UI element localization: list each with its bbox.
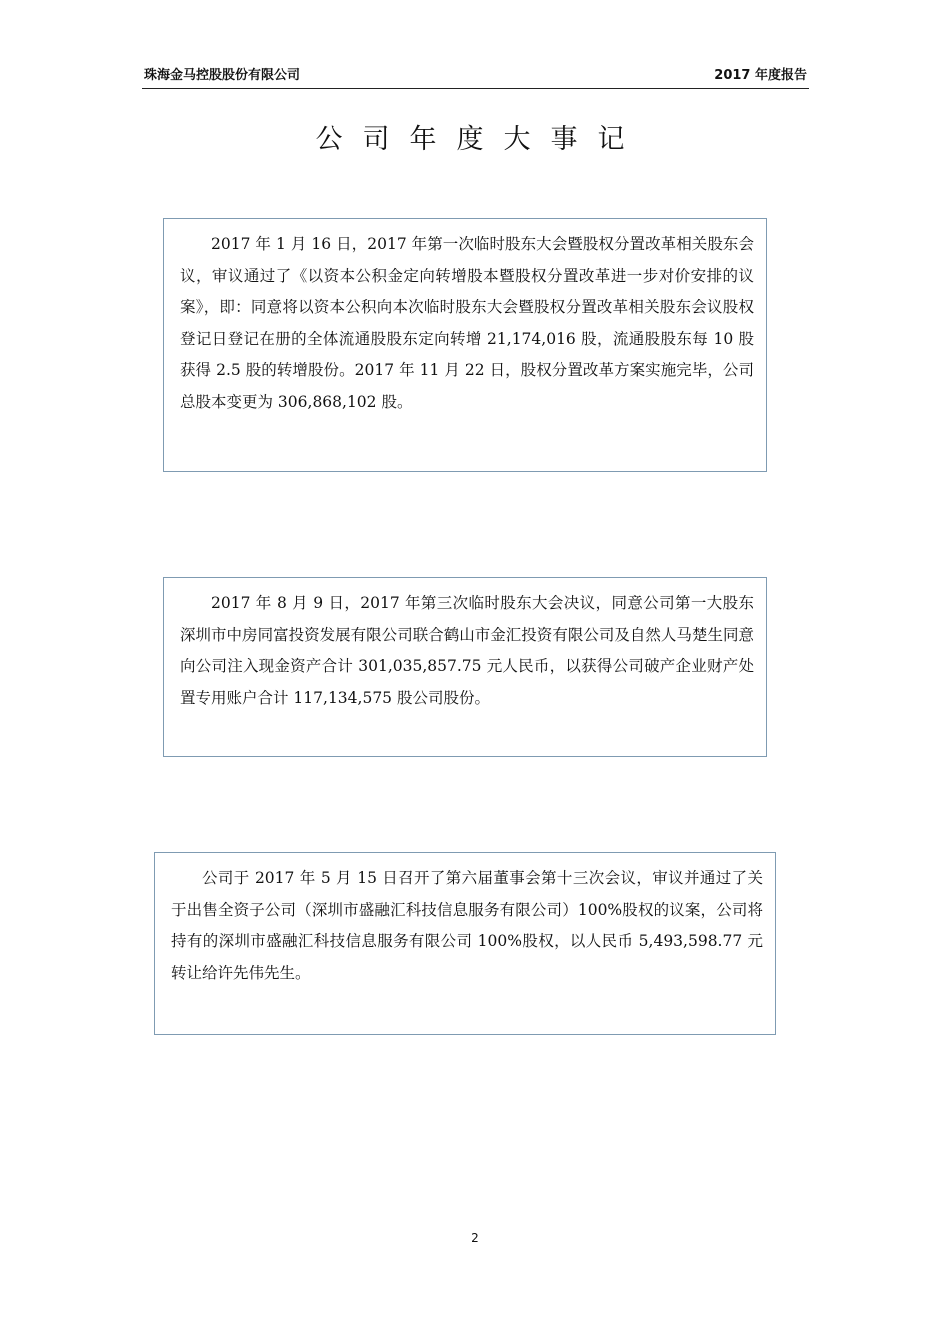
event-box-3 xyxy=(154,852,776,1035)
event-box-1 xyxy=(163,218,767,472)
company-name: 珠海金马控股股份有限公司 xyxy=(144,68,301,83)
page-header xyxy=(142,66,809,89)
report-name: 2017 年度报告 xyxy=(714,68,807,83)
page-title: 公司年度大事记 xyxy=(315,124,645,155)
page-number: 2 xyxy=(471,1231,479,1245)
event-text-2: 2017 年 8 月 9 日，2017 年第三次临时股东大会决议，同意公司第一大股东深圳市中房同富投资发展有限公司联合鹤山市金汇投资有限公司及自然人马楚生同意向公司注入现金资产合计 301,035,857.75 元人民币，以获得公司破产企业财产处置专用账户合计 117,134,575 股公司股份。 xyxy=(180,594,754,707)
event-text-3: 公司于 2017 年 5 月 15 日召开了第六届董事会第十三次会议，审议并通过了关于出售全资子公司（深圳市盛融汇科技信息服务有限公司）100%股权的议案，公司将持有的深圳市盛融汇科技信息服务有限公司 100%股权，以人民币 5,493,598.77 元转让给许先伟先生。 xyxy=(171,869,763,982)
event-text-1: 2017 年 1 月 16 日，2017 年第一次临时股东大会暨股权分置改革相关股东会议，审议通过了《以资本公积金定向转增股本暨股权分置改革进一步对价安排的议案》，即：同意将以资本公积向本次临时股东大会暨股权分置改革相关股东会议股权登记日登记在册的全体流通股股东定向转增 21,174,016 股，流通股股东每 10 股获得 2.5 股的转增股份。2017 年 11 月 22 日，股权分置改革方案实施完毕，公司总股本变更为 306,868,102 股。 xyxy=(180,235,754,411)
event-box-2 xyxy=(163,577,767,757)
